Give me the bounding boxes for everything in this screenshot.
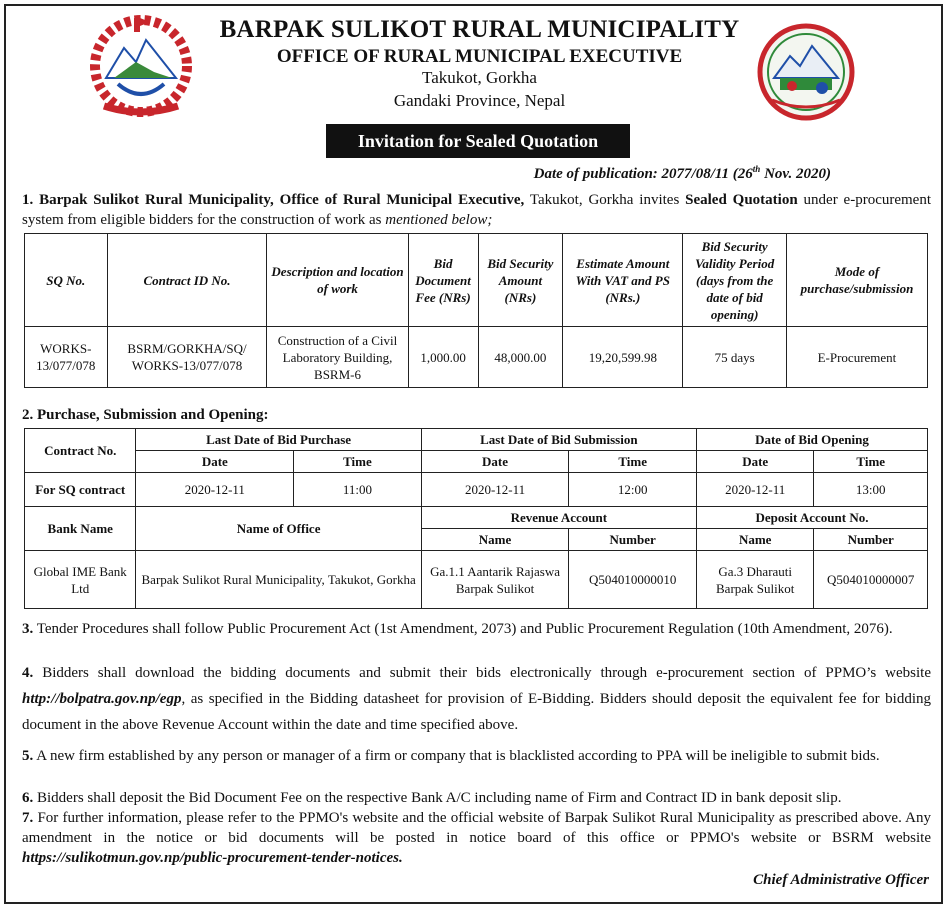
clause-3: 3. Tender Procedures shall follow Public Procurement Act (1st Amendment, 2073) and Public Procurement Regulation (10th Amendment, 2076). [22, 621, 893, 637]
table-header-cell: Date [696, 451, 814, 473]
table-header-cell: Bank Name [25, 507, 136, 551]
table-header-cell: Mode of purchase/submission [786, 234, 927, 327]
table-header-cell: Bid Document Fee (NRs) [408, 234, 478, 327]
municipality-title: BARPAK SULIKOT RURAL MUNICIPALITY [219, 16, 740, 43]
table-cell: 2020-12-11 [696, 473, 814, 507]
table-cell: 12:00 [569, 473, 697, 507]
address-line-1: Takukot, Gorkha [422, 68, 537, 87]
table-header-cell: Number [814, 529, 928, 551]
clause-7: 7. For further information, please refer to the PPMO's website and the official website of Barpak Sulikot Rural Municipality as prescribed above. Any amendment in the notice or bid documents will be posted in notice board of this office or PPMO's website or BSRM website https://sulikotmun.gov.np/public-procurement-tender-notices. [22, 810, 932, 866]
table-cell: Construction of a Civil Laboratory Building, BSRM-6 [267, 327, 408, 388]
table-cell: 75 days [683, 327, 786, 388]
table-header-cell: Time [814, 451, 928, 473]
table-header-cell: Time [569, 451, 697, 473]
table-cell: 48,000.00 [478, 327, 563, 388]
notice-banner: Invitation for Sealed Quotation [326, 124, 630, 158]
office-title: OFFICE OF RURAL MUNICIPAL EXECUTIVE [276, 46, 683, 67]
table-header-cell: Name of Office [136, 507, 421, 551]
publication-date: Date of publication: 2077/08/11 (26th Nov. 2020) [533, 164, 831, 182]
table-header-cell: Time [294, 451, 422, 473]
table-cell: 2020-12-11 [421, 473, 569, 507]
table-header-cell: Bid Security Amount (NRs) [478, 234, 563, 327]
table-header-cell: Date [421, 451, 569, 473]
bsrm-website-link[interactable]: https://sulikotmun.gov.np/public-procurement-tender-notices. [22, 850, 403, 866]
table-header-row [25, 234, 928, 327]
ppmo-link[interactable]: http://bolpatra.gov.np/egp [22, 691, 182, 707]
table-cell: 2020-12-11 [136, 473, 294, 507]
table-header-cell: Bid Security Validity Period (days from the date of bid opening) [683, 234, 786, 327]
table-row [25, 451, 928, 473]
table-row [25, 473, 928, 507]
table-row [25, 507, 928, 529]
table-cell: Global IME Bank Ltd [25, 551, 136, 609]
table-cell: Ga.1.1 Aantarik Rajaswa Barpak Sulikot [421, 551, 569, 609]
table-cell: 19,20,599.98 [563, 327, 683, 388]
table-header-cell: For SQ contract [25, 473, 136, 507]
table-header-cell: Revenue Account [421, 507, 696, 529]
table-row [25, 551, 928, 609]
table-cell: Ga.3 Dharauti Barpak Sulikot [696, 551, 814, 609]
table-header-cell: Number [569, 529, 697, 551]
clause-5: 5. A new firm established by any person or manager of a firm or company that is blacklisted according to PPA will be ineligible to submit bids. [22, 748, 880, 764]
table-cell: Barpak Sulikot Rural Municipality, Takukot, Gorkha [136, 551, 421, 609]
table-cell: 13:00 [814, 473, 928, 507]
table-cell: E-Procurement [786, 327, 927, 388]
address-line-2: Gandaki Province, Nepal [393, 91, 566, 110]
section-2-heading: 2. Purchase, Submission and Opening: [22, 407, 269, 423]
table-header-cell: Contract ID No. [107, 234, 267, 327]
table-header-cell: Deposit Account No. [696, 507, 927, 529]
table-header-cell: Last Date of Bid Purchase [136, 429, 421, 451]
work-details-table [24, 233, 928, 388]
clause-4: 4. Bidders shall download the bidding documents and submit their bids electronically through e-procurement section of PPMO’s website http://bolpatra.gov.np/egp, as specified in the Bidding datasheet for provision of E-Bidding. Bidders should deposit the equivalent fee for bidding document in the above Revenue Account within the date and time specified above. [22, 665, 932, 733]
clause-6: 6. Bidders shall deposit the Bid Document Fee on the respective Bank A/C including name of Firm and Contract ID in bank deposit slip. [22, 790, 842, 806]
table-cell: 1,000.00 [408, 327, 478, 388]
table-cell: 11:00 [294, 473, 422, 507]
table-header-cell: Last Date of Bid Submission [421, 429, 696, 451]
table-header-cell: Name [421, 529, 569, 551]
table-header-cell: Contract No. [25, 429, 136, 473]
table-header-cell: Date [136, 451, 294, 473]
municipality-seal-icon [752, 22, 860, 122]
table-header-cell: Description and location of work [267, 234, 408, 327]
table-header-cell: Name [696, 529, 814, 551]
nepal-emblem-icon [84, 14, 198, 124]
section-1-paragraph: 1. Barpak Sulikot Rural Municipality, Office of Rural Municipal Executive, Takukot, Gorkha invites Sealed Quotation under e-procurement system from eligible bidders for the construction of work as mentioned below; [22, 192, 932, 228]
table-row [25, 429, 928, 451]
schedule-table [24, 428, 928, 609]
table-cell: BSRM/GORKHA/SQ/ WORKS-13/077/078 [107, 327, 267, 388]
table-row [25, 327, 928, 388]
signature-title: Chief Administrative Officer [753, 872, 929, 888]
table-header-cell: Date of Bid Opening [696, 429, 927, 451]
table-header-cell: Estimate Amount With VAT and PS (NRs.) [563, 234, 683, 327]
table-header-cell: SQ No. [25, 234, 108, 327]
table-cell: WORKS-13/077/078 [25, 327, 108, 388]
table-cell: Q504010000010 [569, 551, 697, 609]
table-cell: Q504010000007 [814, 551, 928, 609]
